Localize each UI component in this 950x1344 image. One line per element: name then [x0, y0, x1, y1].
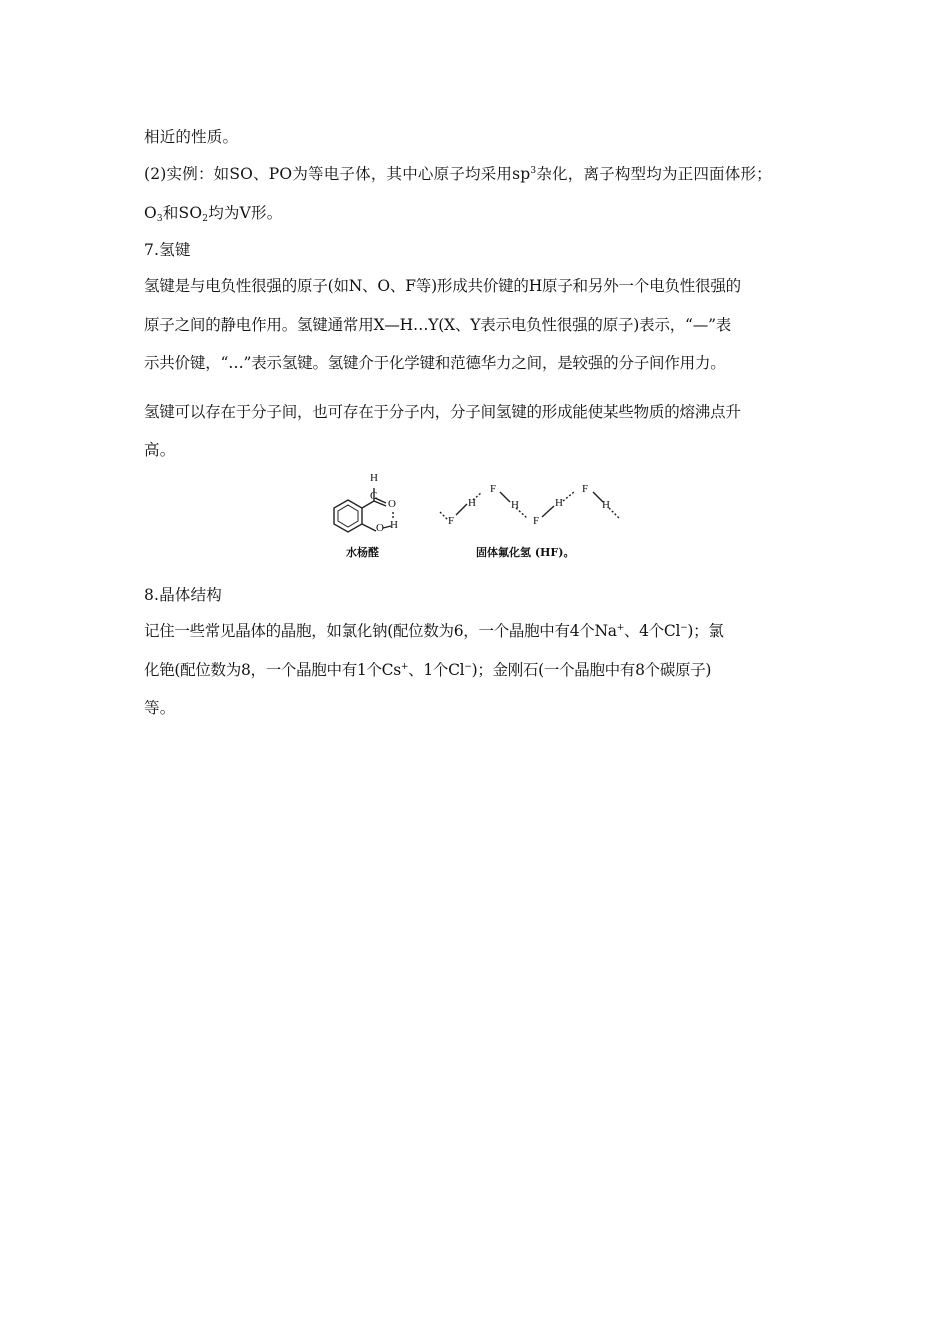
subscript: 2	[202, 214, 209, 224]
atom-label: H	[468, 497, 476, 509]
text-line	[144, 440, 809, 460]
hydrogen-bond-figure	[320, 470, 630, 565]
text-run: 高。	[144, 441, 176, 459]
text-run: 示共价键，“…”表示氢键。氢键介于化学键和范德华力之间，是较强的分子间作用力。	[144, 354, 726, 372]
superscript: +	[616, 623, 624, 633]
text-run: 和SO	[162, 204, 203, 222]
atom-label: F	[582, 483, 589, 495]
atom-label: H	[370, 472, 378, 484]
hf-chain	[440, 492, 619, 520]
superscript: −	[464, 662, 472, 672]
text-run: 杂化，离子构型均为正四面体形；	[536, 165, 772, 183]
text-line	[144, 276, 809, 296]
atom-label: F	[490, 483, 497, 495]
heading-text: 7.氢键	[144, 241, 191, 259]
figure-caption-salicylaldehyde: 水杨醛	[346, 546, 379, 559]
text-run: )；金刚石(一个晶胞中有8个碳原子)	[471, 661, 712, 679]
text-line	[144, 315, 809, 335]
text-run: 氢键可以存在于分子间，也可存在于分子内，分子间氢键的形成能使某些物质的熔沸点升	[144, 403, 741, 421]
atom-label: C	[370, 490, 378, 502]
atom-label: H	[390, 519, 398, 531]
text-run: (2)实例：如SO、PO为等电子体，其中心原子均采用sp	[144, 165, 531, 183]
text-run: 化铯(配位数为8，一个晶胞中有1个Cs	[144, 661, 401, 679]
superscript: 3	[530, 166, 537, 176]
figure-caption-hf: 固体氟化氢 (HF)。	[476, 546, 575, 559]
text-line	[144, 698, 809, 718]
section-heading-7	[144, 240, 809, 260]
text-line	[144, 353, 809, 373]
atom-label: H	[555, 497, 563, 509]
superscript: −	[680, 623, 688, 633]
atom-label: F	[533, 515, 540, 527]
text-run: O	[144, 204, 157, 222]
benzene-ring	[334, 488, 393, 532]
heading-text: 8.晶体结构	[144, 586, 222, 604]
superscript: +	[400, 662, 409, 672]
atom-label: O	[388, 498, 396, 510]
atom-label: F	[448, 515, 455, 527]
atom-label: H	[511, 499, 519, 511]
text-line	[144, 660, 809, 680]
text-line	[144, 402, 809, 422]
text-run: 原子之间的静电作用。氢键通常用X—H…Y(X、Y表示电负性很强的原子)表示，“—”表	[144, 316, 732, 334]
text-run: )；氯	[687, 622, 724, 640]
atom-label: O	[376, 522, 384, 534]
atom-label: H	[602, 499, 610, 511]
text-line	[144, 164, 809, 184]
text-line	[144, 621, 809, 641]
text-run: 均为V形。	[208, 204, 283, 222]
text-run: 、4个Cl	[623, 622, 681, 640]
text-run: 、1个Cl	[408, 661, 465, 679]
subscript: 3	[156, 214, 163, 224]
text-line	[144, 127, 809, 147]
text-run: 记住一些常见晶体的晶胞，如氯化钠(配位数为6，一个晶胞中有4个Na	[144, 622, 617, 640]
section-heading-8	[144, 585, 809, 605]
text-run: 等。	[144, 699, 176, 717]
text-run: 氢键是与电负性很强的原子(如N、O、F等)形成共价键的H原子和另外一个电负性很强的	[144, 277, 741, 295]
text-line	[144, 203, 809, 223]
text-run: 相近的性质。	[144, 128, 239, 146]
